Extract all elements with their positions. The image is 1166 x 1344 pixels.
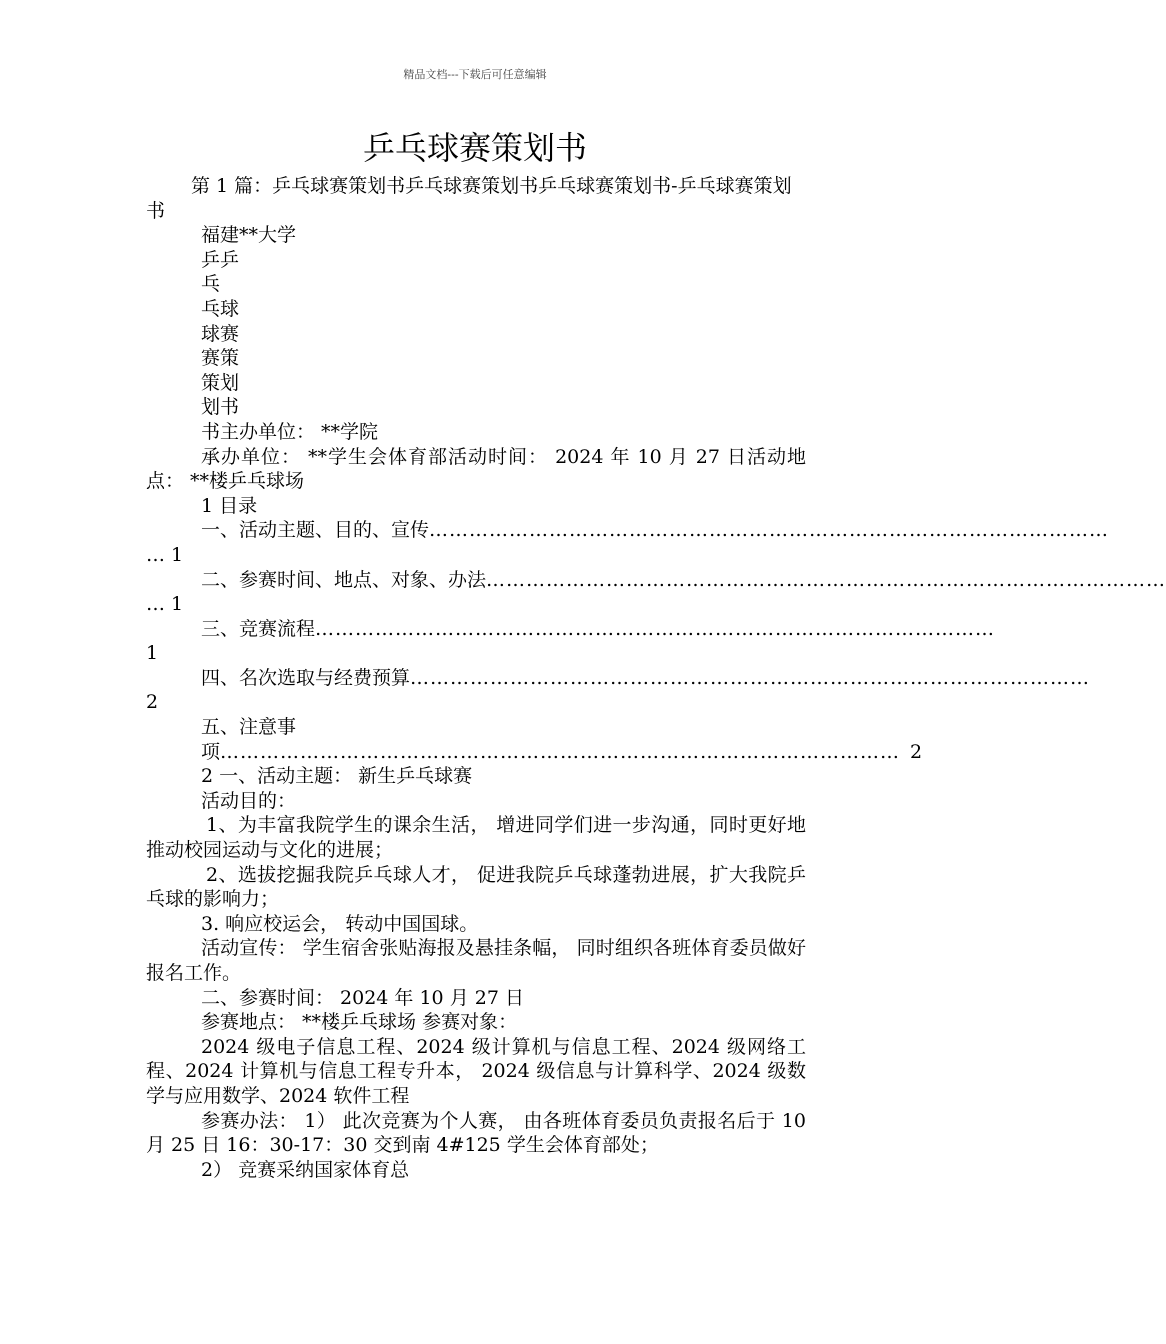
intro-line: 赛策 bbox=[201, 347, 240, 370]
toc-entry bbox=[146, 617, 996, 642]
intro-line: 乓球 bbox=[201, 297, 240, 320]
toc-heading: 1 目录 bbox=[201, 494, 258, 517]
venue-line: 参赛地点： **楼乒乓球场 参赛对象： bbox=[201, 1011, 518, 1034]
toc-page-number: 2 bbox=[910, 740, 923, 763]
toc-page-number: 1 bbox=[146, 642, 159, 665]
intro-line: 乒乒 bbox=[201, 248, 240, 271]
toc-entry-label: 二、参赛时间、地点、对象、办法 bbox=[201, 568, 487, 591]
toc-entry-page: … 1 bbox=[146, 593, 184, 616]
toc-entry-label-cont: 项 bbox=[201, 740, 221, 763]
toc-page-number: 1 bbox=[171, 543, 184, 566]
section-theme: 2 一、活动主题： 新生乒乓球赛 bbox=[201, 765, 473, 788]
purpose-item: 3. 响应校运会， 转动中国国球。 bbox=[201, 912, 479, 935]
document-body bbox=[146, 174, 1166, 1182]
method-paragraph: 2） 竞赛采纳国家体育总 bbox=[201, 1158, 410, 1181]
toc-entry bbox=[146, 568, 1166, 593]
section-time: 二、参赛时间： 2024 年 10 月 27 日 bbox=[201, 986, 524, 1009]
purpose-item: 2、选拔挖掘我院乒乓球人才， 促进我院乒乓球蓬勃进展，扩大我院乒乓球的影响力； bbox=[146, 863, 806, 911]
toc-leader-dots: ………………………………………………………………………………………… bbox=[486, 568, 1166, 591]
toc-page-number: 1 bbox=[171, 593, 184, 616]
intro-line: 策划 bbox=[201, 371, 240, 394]
organizer-info: 承办单位： **学生会体育部活动时间： 2024 年 10 月 27 日活动地点： **楼乒乓球场 bbox=[146, 445, 806, 493]
toc-entry bbox=[146, 740, 923, 765]
intro-paragraph: 第 1 篇：乒乓球赛策划书乒乓球赛策划书乒乓球赛策划书-乒乓球赛策划书 bbox=[146, 175, 792, 222]
toc-entry bbox=[146, 518, 1110, 543]
toc-leader-dots: ………………………………………………………………………………………… bbox=[410, 666, 1091, 689]
intro-line: 划书 bbox=[201, 396, 240, 419]
intro-line: 球赛 bbox=[201, 322, 240, 345]
participants-paragraph: 2024 级电子信息工程、2024 级计算机与信息工程、2024 级网络工程、2024 计算机与信息工程专升本， 2024 级信息与计算科学、2024 级数学与应用数学、2024 软件工程 bbox=[146, 1035, 806, 1107]
toc-leader-dots: ………………………………………………………………………………………… bbox=[315, 617, 996, 640]
intro-line: 乓 bbox=[201, 273, 221, 296]
host-unit: 书主办单位： **学院 bbox=[201, 420, 379, 443]
purpose-item: 1、为丰富我院学生的课余生活， 增进同学们进一步沟通，同时更好地推动校园运动与文化的进展； bbox=[146, 814, 806, 862]
toc-entry-label: 三、竞赛流程 bbox=[201, 617, 316, 640]
method-paragraph: 参赛办法： 1） 此次竞赛为个人赛， 由各班体育委员负责报名后于 10 月 25 日 16：30-17：30 交到南 4#125 学生会体育部处； bbox=[146, 1109, 806, 1157]
toc-leader-dots: ………………………………………………………………………………………… bbox=[429, 519, 1110, 542]
intro-line: 福建**大学 bbox=[201, 224, 297, 247]
document-title: 乒乓球赛策划书 bbox=[362, 129, 587, 167]
promotion-paragraph: 活动宣传： 学生宿舍张贴海报及悬挂条幅， 同时组织各班体育委员做好报名工作。 bbox=[146, 937, 806, 984]
toc-entry-label: 一、活动主题、目的、宣传 bbox=[201, 519, 430, 542]
table-of-contents bbox=[146, 518, 1166, 764]
page-header-watermark: 精品文档---下载后可任意编辑 bbox=[403, 68, 547, 81]
toc-entry bbox=[146, 666, 1091, 691]
purpose-heading: 活动目的： bbox=[201, 789, 297, 812]
toc-leader-dots: ………………………………………………………………………………………… bbox=[220, 740, 901, 763]
toc-page-number: 2 bbox=[146, 691, 159, 714]
toc-entry-page: … 1 bbox=[146, 543, 184, 566]
toc-entry-label: 五、注意事 bbox=[201, 716, 297, 739]
toc-entry-label: 四、名次选取与经费预算 bbox=[201, 666, 411, 689]
